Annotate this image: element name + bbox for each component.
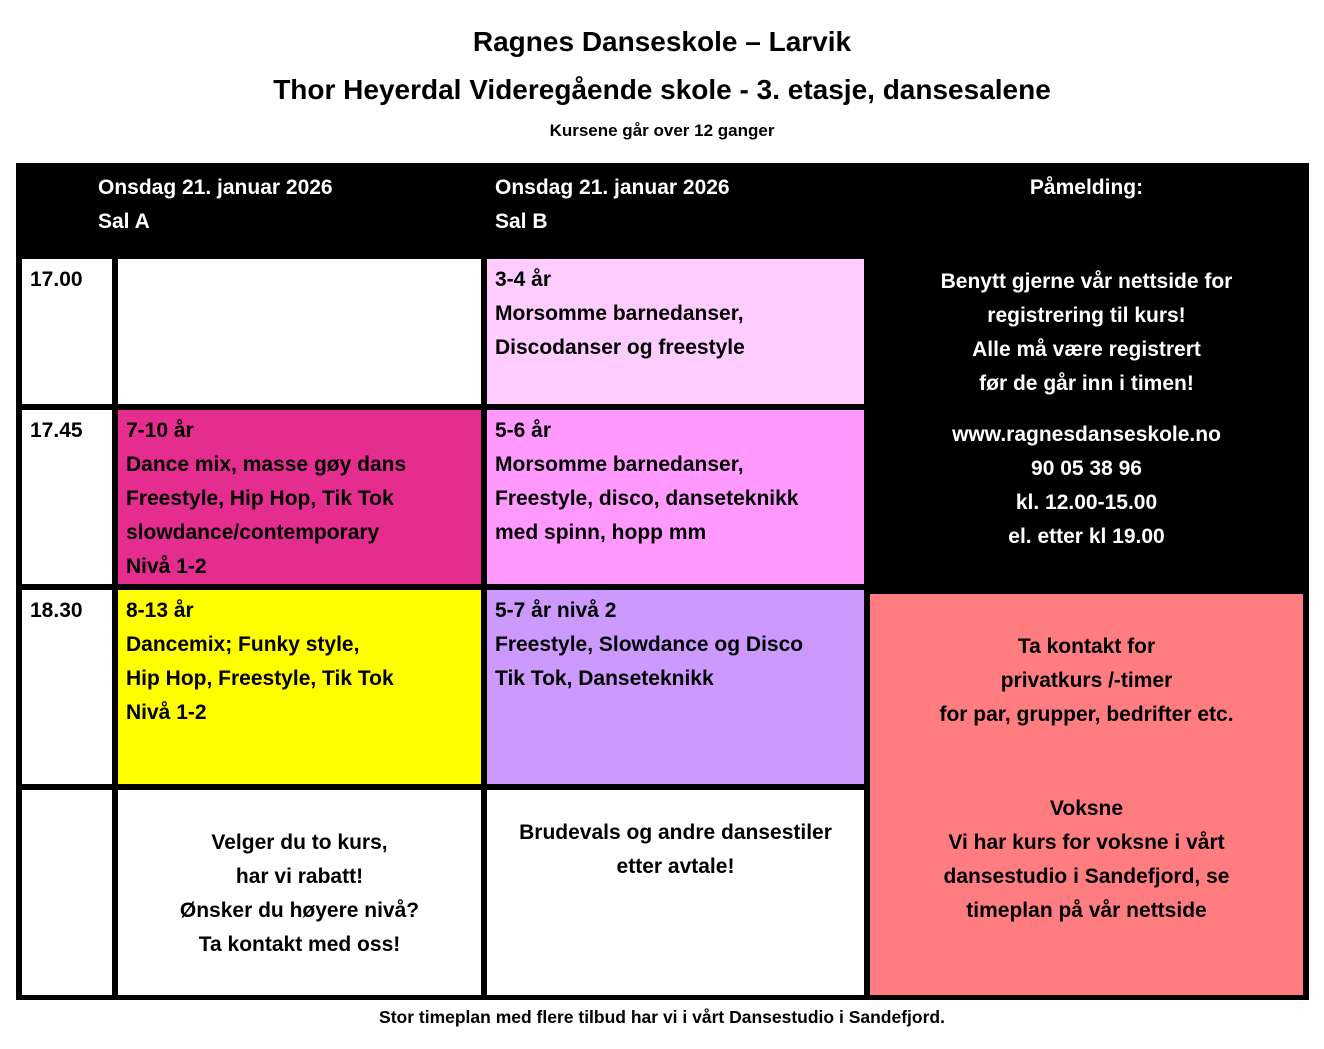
- course-note: Kursene går over 12 ganger: [549, 121, 775, 140]
- sal-b-cell-1830: 5-7 år nivå 2 Freestyle, Slowdance og Disco Tik Tok, Danseteknikk: [487, 590, 864, 784]
- private-lessons-box: [870, 594, 1303, 995]
- time-cell: 17.00: [22, 259, 112, 404]
- page-subtitle: Thor Heyerdal Videregående skole - 3. etasje, dansesalene: [273, 74, 1051, 105]
- signup-text: Benytt gjerne vår nettside for registrering til kurs! Alle må være registrert før de går inn i timen!: [940, 270, 1233, 395]
- adults-title: Voksne: [1049, 797, 1124, 820]
- schedule-table: [16, 163, 1309, 1000]
- signup-info: [870, 259, 1303, 558]
- private-lessons-text: Ta kontakt for privatkurs /-timer for par, grupper, bedrifter etc.: [939, 635, 1234, 726]
- sal-a-cell-1700: [118, 259, 481, 404]
- page-title: Ragnes Danseskole – Larvik: [472, 26, 852, 57]
- phone-number: 90 05 38 96: [1031, 457, 1142, 480]
- phone-hours: kl. 12.00-15.00: [1015, 491, 1158, 514]
- sal-a-discount-note: Velger du to kurs, har vi rabatt! Ønsker du høyere nivå? Ta kontakt med oss!: [118, 790, 481, 995]
- website-link[interactable]: www.ragnesdanseskole.no: [952, 423, 1221, 446]
- time-cell: [22, 790, 112, 995]
- phone-hours-evening: el. etter kl 19.00: [1008, 525, 1165, 548]
- sal-b-cell-1745: 5-6 år Morsomme barnedanser, Freestyle, disco, danseteknikk med spinn, hopp mm: [487, 410, 864, 584]
- time-cell: 18.30: [22, 590, 112, 784]
- sal-a-cell-1830: 8-13 år Dancemix; Funky style, Hip Hop, Freestyle, Tik Tok Nivå 1-2: [118, 590, 481, 784]
- header-signup: Påmelding:: [1029, 176, 1144, 199]
- header-sal-a: Onsdag 21. januar 2026 Sal A: [98, 176, 333, 233]
- time-cell: 17.45: [22, 410, 112, 584]
- header-sal-b: Onsdag 21. januar 2026 Sal B: [495, 176, 730, 233]
- adults-text: Vi har kurs for voksne i vårt dansestudio i Sandefjord, se timeplan på vår nettside: [943, 831, 1230, 922]
- sal-b-cell-1700: 3-4 år Morsomme barnedanser, Discodanser og freestyle: [487, 259, 864, 404]
- footer-note: Stor timeplan med flere tilbud har vi i vårt Dansestudio i Sandefjord.: [379, 1007, 945, 1027]
- sal-a-cell-1745: 7-10 år Dance mix, masse gøy dans Freestyle, Hip Hop, Tik Tok slowdance/contemporary Nivå 1-2: [118, 410, 481, 584]
- sal-b-wedding-note: Brudevals og andre dansestiler etter avtale!: [487, 790, 864, 995]
